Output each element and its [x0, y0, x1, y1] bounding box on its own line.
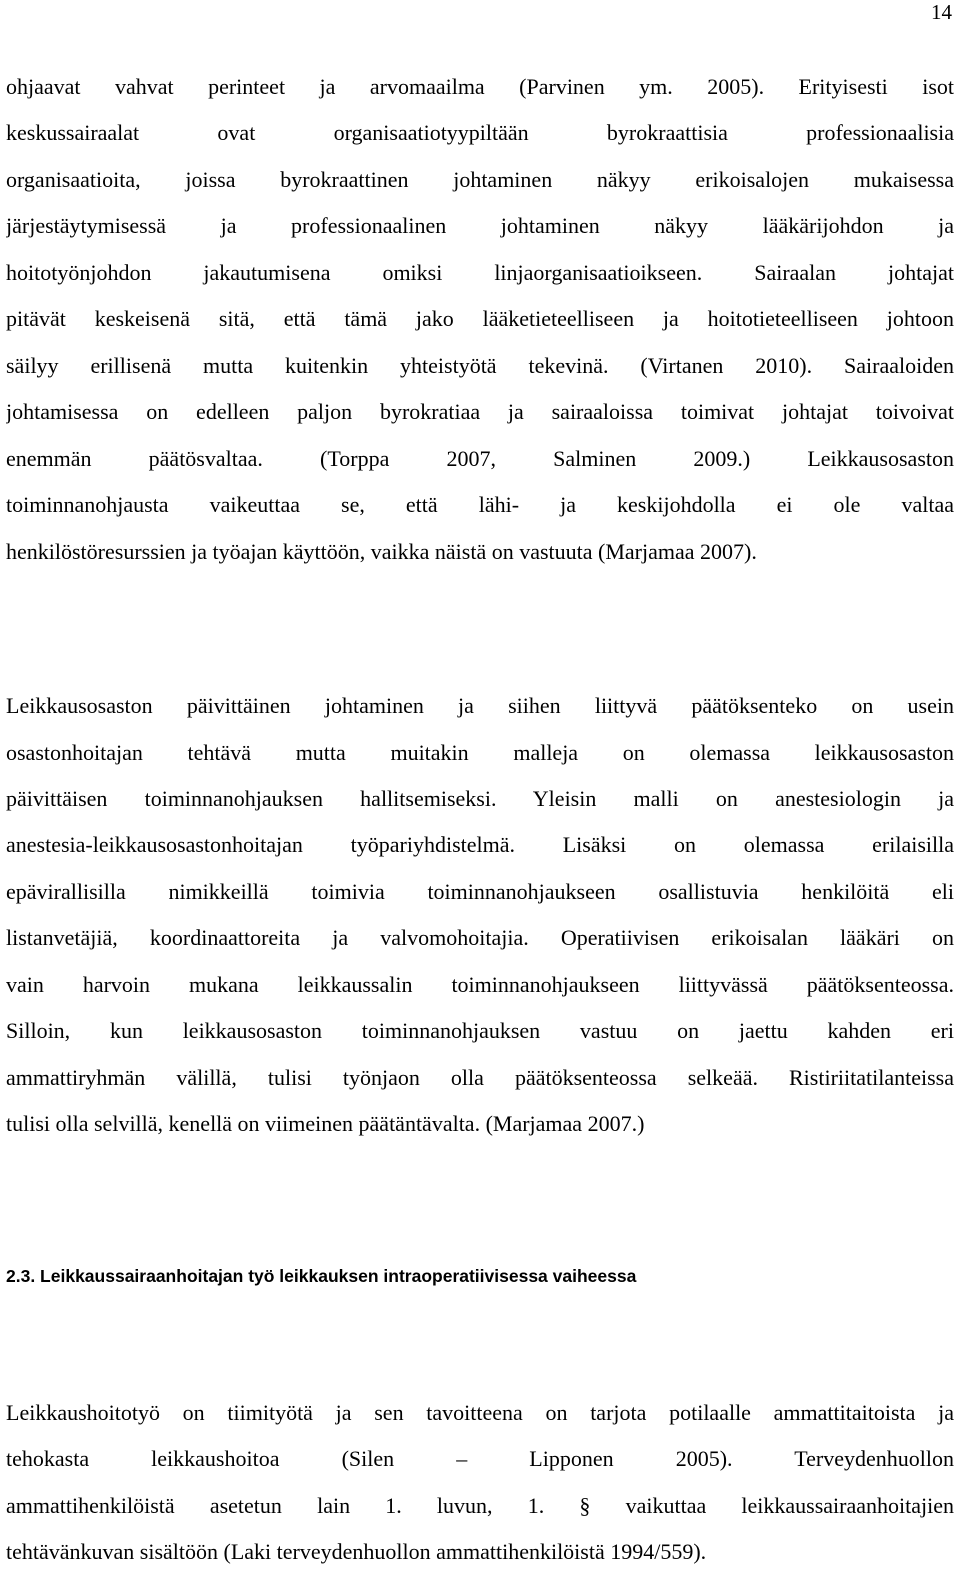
text-line: hoitotyönjohdon jakautumisena omiksi linjaorganisaatioikseen. Sairaalan johtajat — [6, 260, 954, 285]
text-line: henkilöstöresurssien ja työajan käyttöön, vaikka näistä on vastuuta (Marjamaa 2007). — [6, 539, 757, 564]
text-line: tehokasta leikkaushoitoa (Silen – Lipponen 2005). Terveydenhuollon — [6, 1446, 954, 1471]
text-line: enemmän päätösvaltaa. (Torppa 2007, Salminen 2009.) Leikkausosaston — [6, 446, 954, 471]
text-line: johtamisessa on edelleen paljon byrokratiaa ja sairaaloissa toimivat johtajat toivoivat — [6, 399, 954, 424]
text-line: järjestäytymisessä ja professionaalinen johtaminen näkyy lääkärijohdon ja — [6, 213, 954, 238]
text-line: päivittäisen toiminnanohjauksen hallitsemiseksi. Yleisin malli on anestesiologin ja — [6, 786, 954, 811]
text-line: Silloin, kun leikkausosaston toiminnanohjauksen vastuu on jaettu kahden eri — [6, 1018, 954, 1043]
text-line: anestesia-leikkausosastonhoitajan työpariyhdistelmä. Lisäksi on olemassa erilaisilla — [6, 832, 954, 857]
text-line: Leikkaushoitotyö on tiimityötä ja sen tavoitteena on tarjota potilaalle ammattitaitoista ja — [6, 1400, 954, 1425]
text-line: organisaatioita, joissa byrokraattinen johtaminen näkyy erikoisalojen mukaisessa — [6, 167, 954, 192]
text-line: Leikkausosaston päivittäinen johtaminen ja siihen liittyvä päätöksenteko on usein — [6, 693, 954, 718]
text-line: tulisi olla selvillä, kenellä on viimeinen päätäntävalta. (Marjamaa 2007.) — [6, 1111, 645, 1136]
text-line: epävirallisilla nimikkeillä toimivia toiminnanohjaukseen osallistuvia henkilöitä eli — [6, 879, 954, 904]
text-line: osastonhoitajan tehtävä mutta muitakin malleja on olemassa leikkausosaston — [6, 740, 954, 765]
text-line: ammattiryhmän välillä, tulisi työnjaon olla päätöksenteossa selkeää. Ristiriitatilanteissa — [6, 1065, 954, 1090]
text-line: ammattihenkilöistä asetetun lain 1. luvun, 1. § vaikuttaa leikkaussairaanhoitajien — [6, 1493, 954, 1518]
section-heading: 2.3. Leikkaussairaanhoitajan työ leikkauksen intraoperatiivisessa vaiheessa — [6, 1266, 637, 1286]
text-line: säilyy erillisenä mutta kuitenkin yhteistyötä tekevinä. (Virtanen 2010). Sairaaloiden — [6, 353, 954, 378]
text-line: listanvetäjiä, koordinaattoreita ja valvomohoitajia. Operatiivisen erikoisalan lääkäri on — [6, 925, 954, 950]
text-line: keskussairaalat ovat organisaatiotyypiltään byrokraattisia professionaalisia — [6, 120, 954, 145]
text-line: toiminnanohjausta vaikeuttaa se, että lähi- ja keskijohdolla ei ole valtaa — [6, 492, 954, 517]
text-line: pitävät keskeisenä sitä, että tämä jako lääketieteelliseen ja hoitotieteelliseen johtoon — [6, 306, 954, 331]
text-line: tehtävänkuvan sisältöön (Laki terveydenhuollon ammattihenkilöistä 1994/559). — [6, 1539, 707, 1564]
text-line: vain harvoin mukana leikkaussalin toiminnanohjaukseen liittyvässä päätöksenteossa. — [6, 972, 954, 997]
text-line: ohjaavat vahvat perinteet ja arvomaailma (Parvinen ym. 2005). Erityisesti isot — [6, 74, 954, 99]
page-number: 14 — [931, 0, 952, 24]
